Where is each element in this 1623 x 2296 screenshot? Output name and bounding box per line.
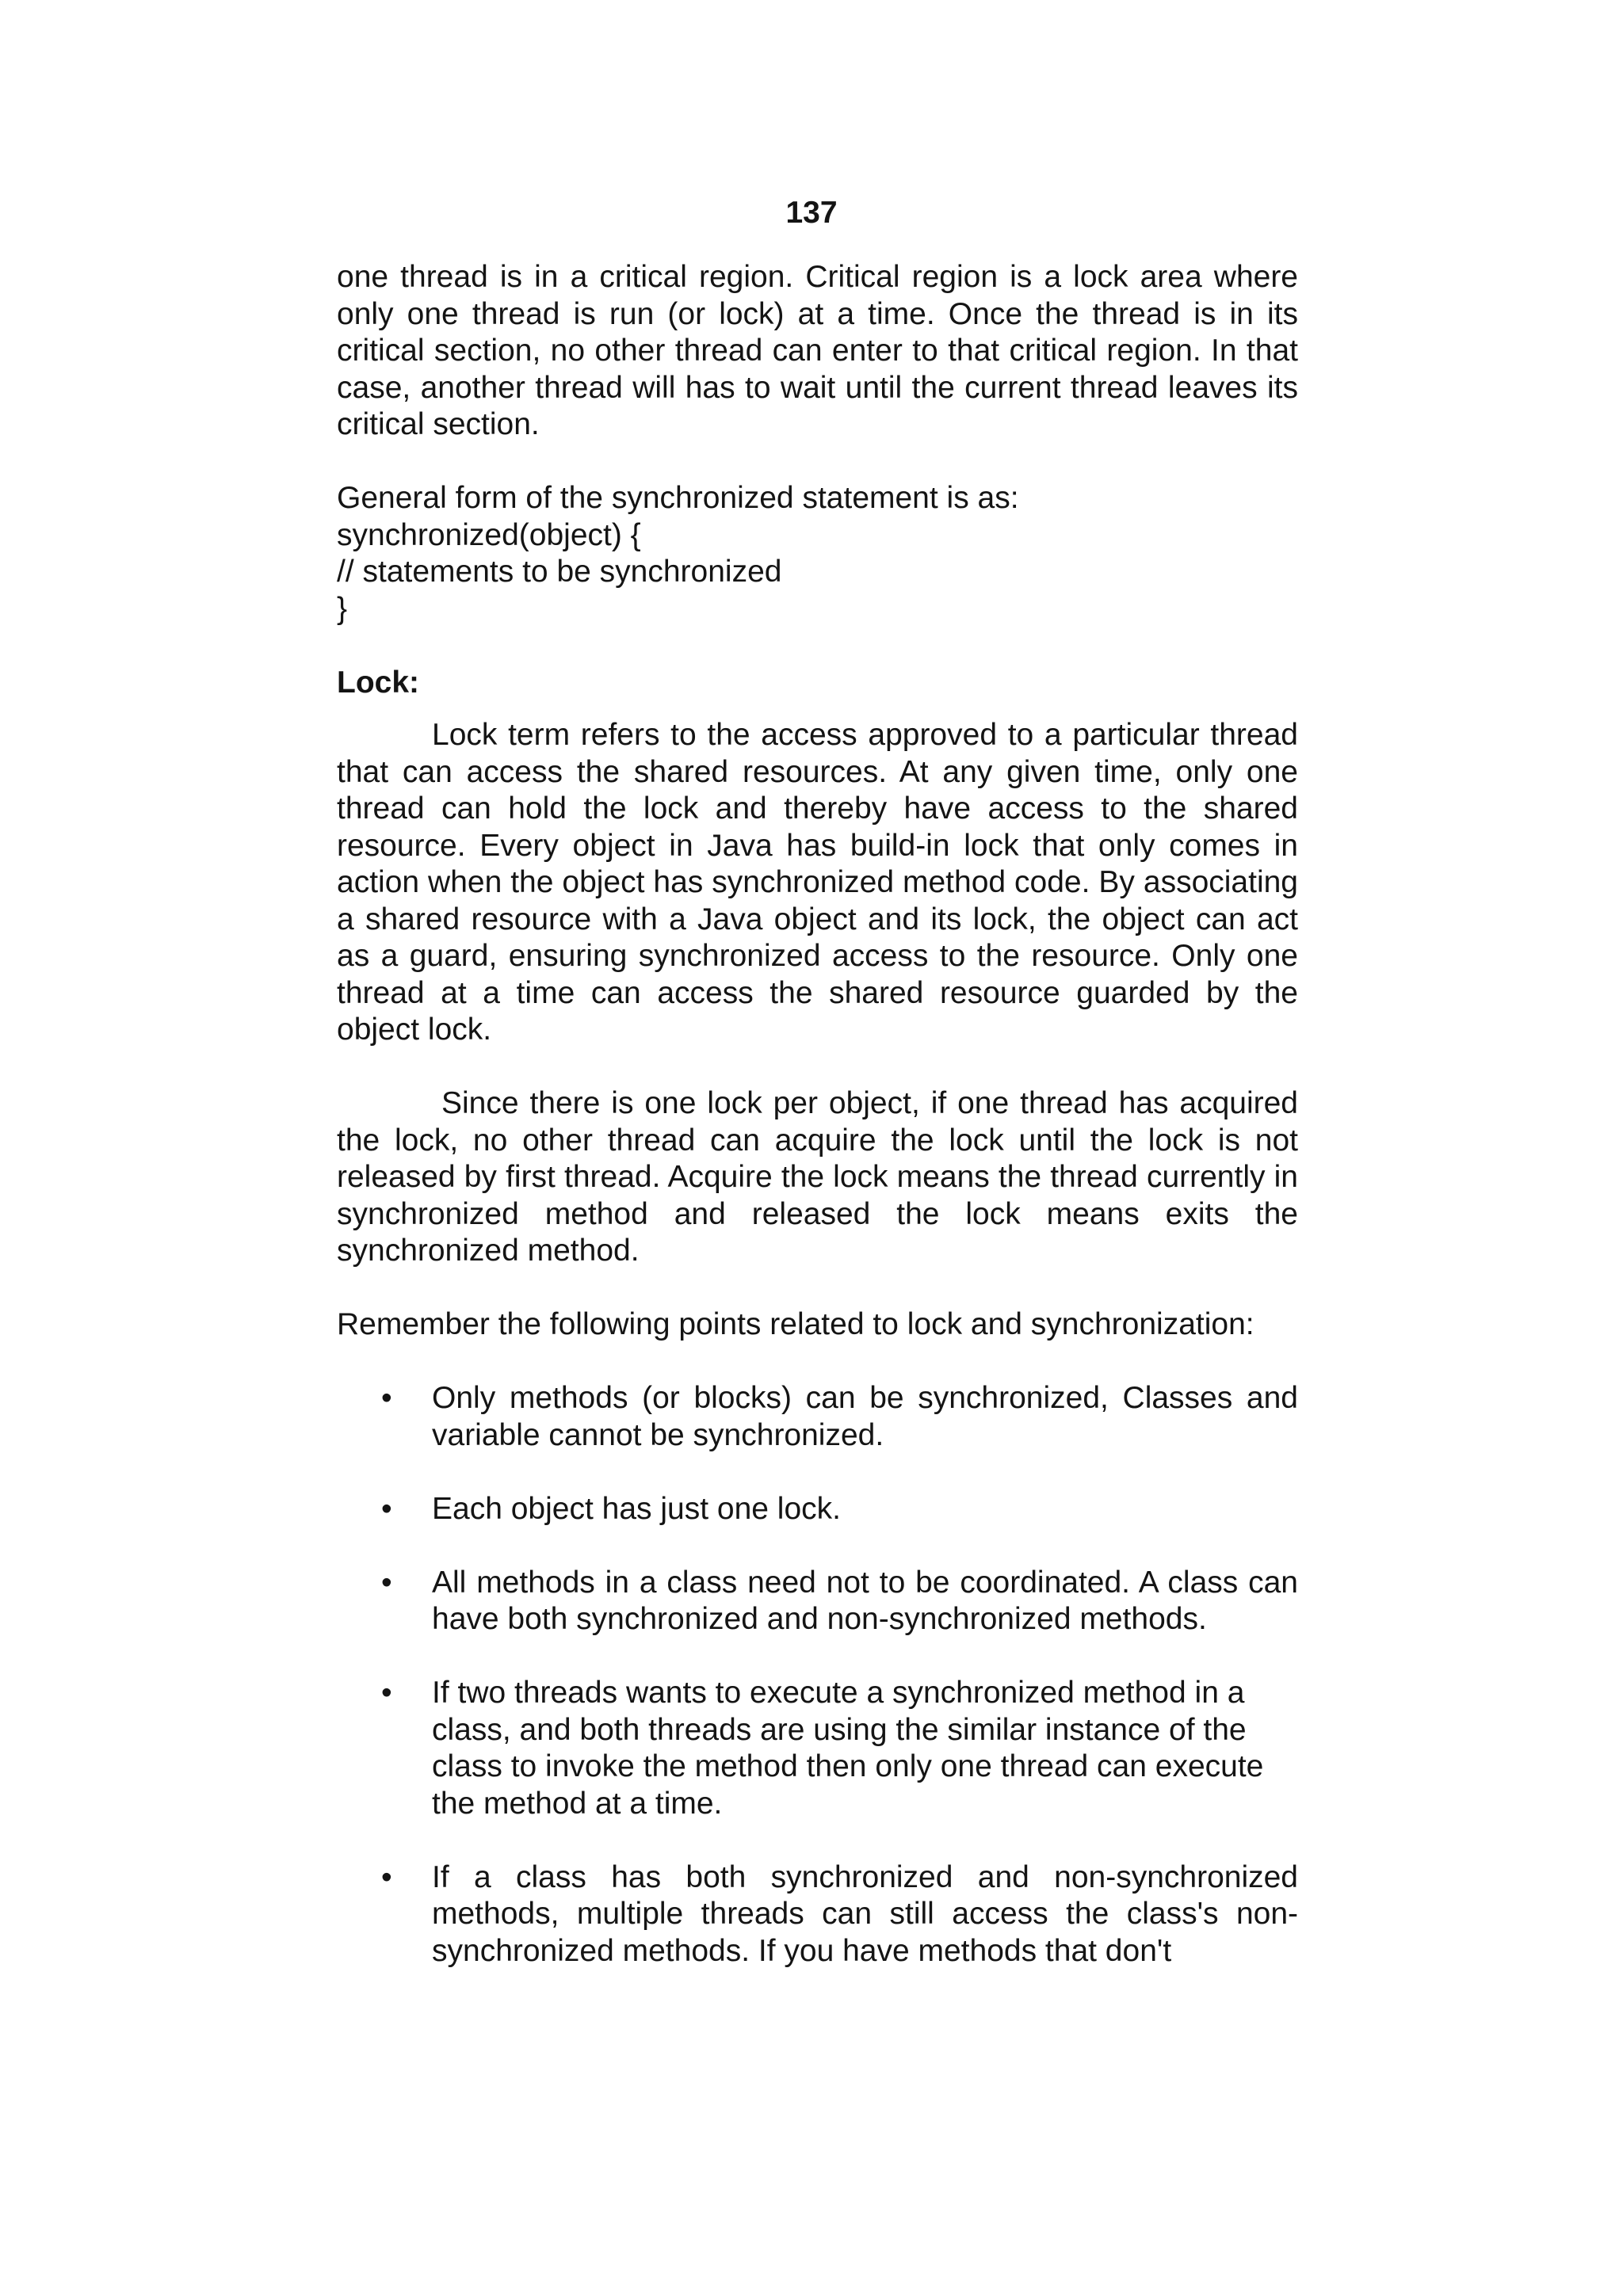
page-number: 137 xyxy=(785,196,838,230)
page-body xyxy=(337,259,1298,2007)
lock-paragraph-2: Since there is one lock per object, if one thread has acquired the lock, no other thread can acquire the lock until the lock is not released by first thread. Acquire the lock means the thread currently in synchronized method and released the lock means exits the synchronized method. xyxy=(337,1086,1298,1268)
list-item xyxy=(337,1565,1298,1638)
code-line-open: synchronized(object) { xyxy=(337,517,641,552)
points-list xyxy=(337,1380,1298,1970)
code-line-close: } xyxy=(337,591,348,626)
list-item xyxy=(337,1491,1298,1528)
bullet-icon: • xyxy=(381,1491,392,1526)
list-item-text: Each object has just one lock. xyxy=(432,1491,841,1526)
list-item-text: If two threads wants to execute a synchronized method in a class, and both threads are using the similar instance of the class to invoke the method then only one thread can execute the method at a time. xyxy=(432,1676,1264,1821)
list-item-text: If a class has both synchronized and non-synchronized methods, multiple threads can still access the class's non-synchronized methods. If you have methods that don't xyxy=(432,1859,1298,1968)
bullet-icon: • xyxy=(381,1565,392,1600)
lock-heading: Lock: xyxy=(337,665,420,700)
bullet-icon: • xyxy=(381,1859,392,1894)
bullet-icon: • xyxy=(381,1381,392,1415)
list-item xyxy=(337,1859,1298,1970)
remember-text: Remember the following points related to lock and synchronization: xyxy=(337,1307,1254,1341)
list-item-text: All methods in a class need not to be coordinated. A class can have both synchronized and non-synchronized methods. xyxy=(432,1565,1298,1636)
list-item-text: Only methods (or blocks) can be synchronized, Classes and variable cannot be synchronized. xyxy=(432,1381,1298,1452)
list-item xyxy=(337,1380,1298,1454)
bullet-icon: • xyxy=(381,1676,392,1710)
general-form-text: General form of the synchronized statement is as: xyxy=(337,481,1019,515)
list-item xyxy=(337,1675,1298,1822)
intro-paragraph: one thread is in a critical region. Critical region is a lock area where only one thread is run (or lock) at a time. Once the thread is in its critical section, no other thread can enter to that critical region. In that case, another thread will has to wait until the current thread leaves its critical section. xyxy=(337,260,1298,441)
lock-paragraph-1: Lock term refers to the access approved to a particular thread that can access the shared resources. At any given time, only one thread can hold the lock and thereby have access to the shared resource. Every object in Java has build-in lock that only comes in action when the object has synchronized method code. By associating a shared resource with a Java object and its lock, the object can act as a guard, ensuring synchronized access to the resource. Only one thread at a time can access the shared resource guarded by the object lock. xyxy=(337,718,1298,1047)
code-line-comment: // statements to be synchronized xyxy=(337,555,782,589)
